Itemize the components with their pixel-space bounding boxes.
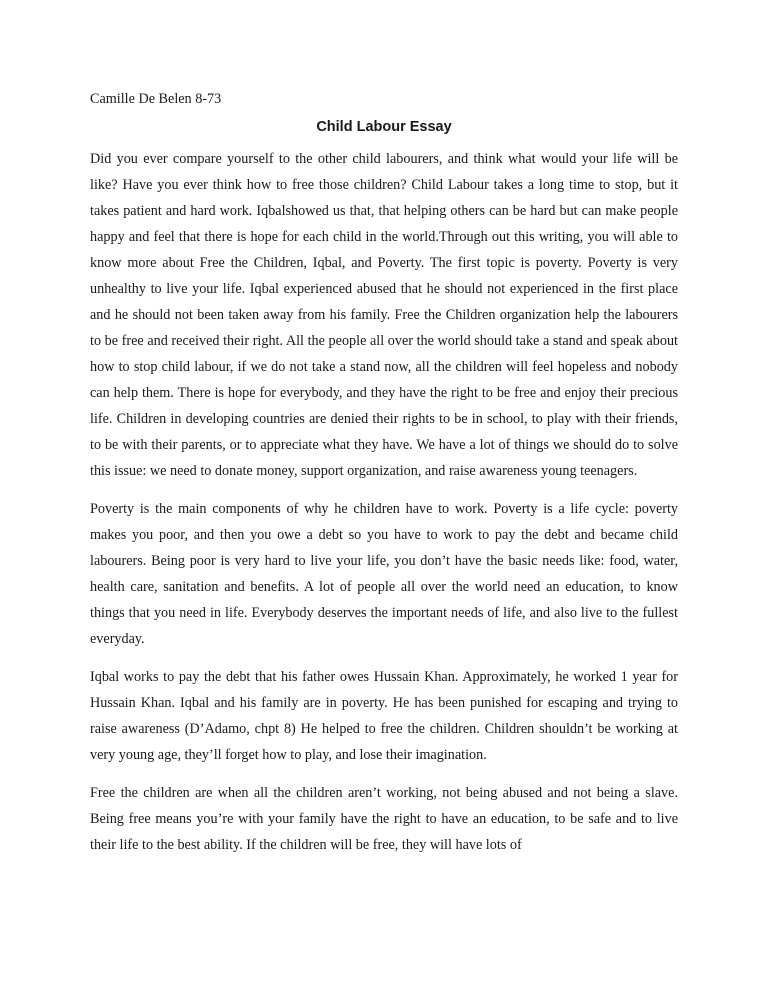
document-title: Child Labour Essay [316, 119, 452, 135]
paragraph-2: Poverty is the main components of why he children have to work. Poverty is a life cycle: poverty makes you poor, and then you owe a debt so you have to work to pay the debt and became child labourers. Being poor is very hard to live your life, you don’t have the basic needs like: food, water, health care, sanitation and benefits. A lot of people all over the world need an education, to know things that you need in life. Everybody deserves the important needs of life, and also live to the fullest everyday. [90, 501, 678, 647]
paragraph-4: Free the children are when all the children aren’t working, not being abused and not being a slave. Being free means you’re with your family have the right to have an education, to be safe and to live their life to the best ability. If the children will be free, they will have lots of [90, 785, 678, 853]
paragraph-1: Did you ever compare yourself to the other child labourers, and think what would your life will be like? Have you ever think how to free those children? Child Labour takes a long time to stop, but it takes patient and hard work. Iqbalshowed us that, that helping others can be hard but can make people happy and feel that there is hope for each child in the world.Through out this writing, you will able to know more about Free the Children, Iqbal, and Poverty. The first topic is poverty. Poverty is very unhealthy to live your life. Iqbal experienced abused that he should not experienced in the first place and he should not been taken away from his family. Free the Children organization help the labourers to be free and received their right. All the people all over the world should take a stand and speak about how to stop child labour, if we do not take a stand now, all the children will feel hopeless and nobody can help them. There is hope for everybody, and they have the right to be free and enjoy their precious life. Children in developing countries are denied their rights to be in school, to play with their friends, to be with their parents, or to appreciate what they have. We have a lot of things we should do to solve this issue: we need to donate money, support organization, and raise awareness young teenagers. [90, 151, 678, 479]
author-line: Camille De Belen 8-73 [90, 91, 222, 107]
document-body [90, 88, 678, 858]
paragraph-3: Iqbal works to pay the debt that his father owes Hussain Khan. Approximately, he worked 1 year for Hussain Khan. Iqbal and his family are in poverty. He has been punished for escaping and trying to raise awareness (D’Adamo, chpt 8) He helped to free the children. Children shouldn’t be working at very young age, they’ll forget how to play, and lose their imagination. [90, 669, 678, 763]
